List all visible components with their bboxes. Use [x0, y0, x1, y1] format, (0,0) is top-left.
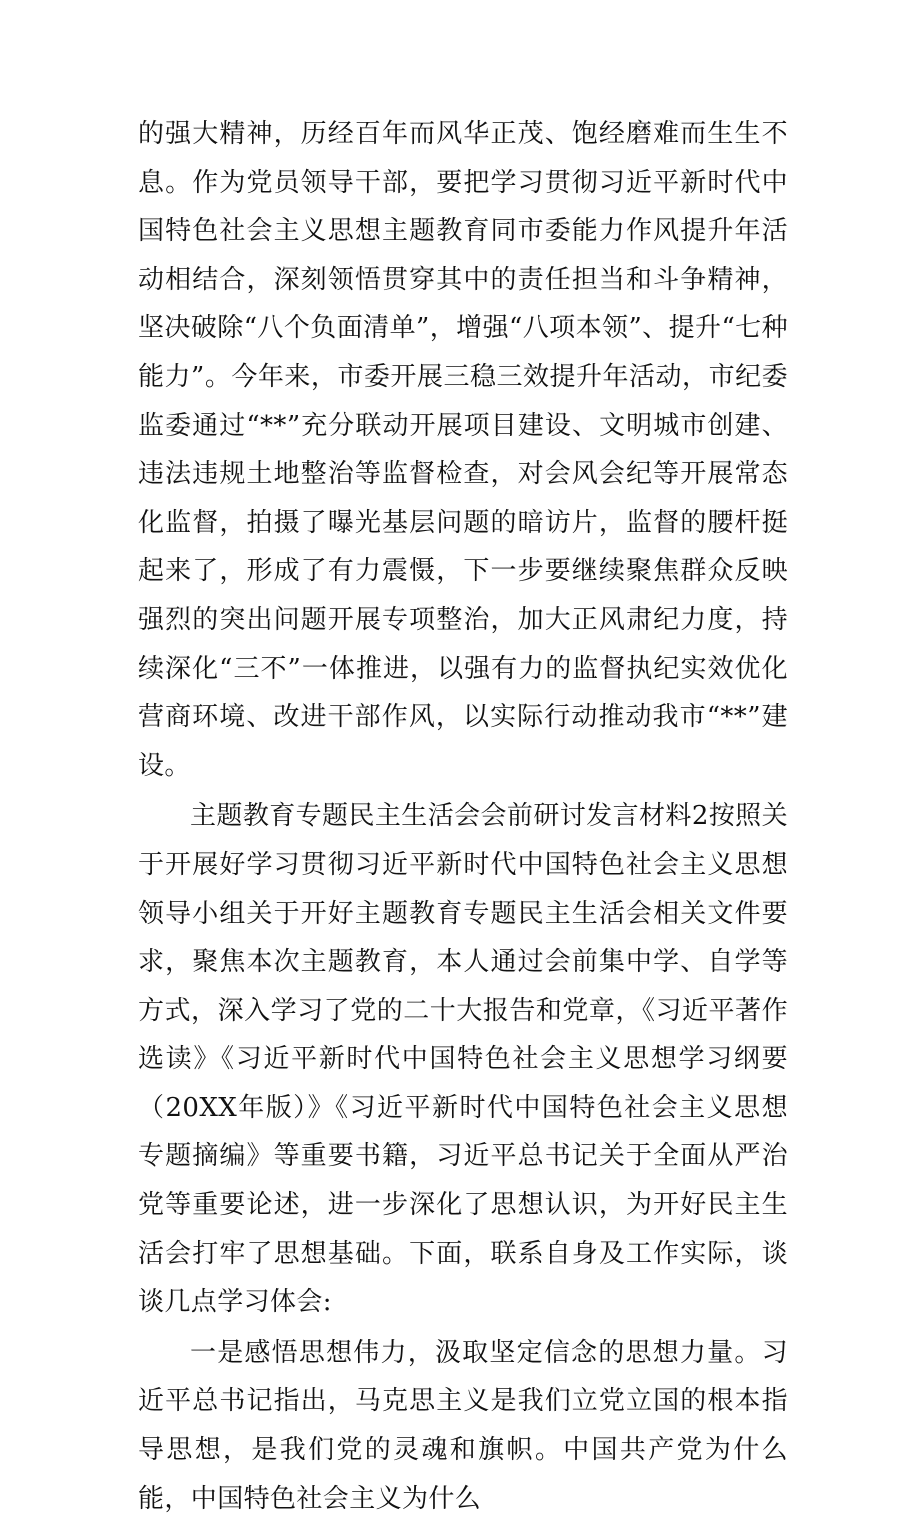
paragraph-material-2: 主题教育专题民主生活会会前研讨发言材料2按照关于开展好学习贯彻习近平新时代中国特色社会主义思想领导小组关于开好主题教育专题民主生活会相关文件要求，聚焦本次主题教育，本人通过会前集中学、自学等方式，深入学习了党的二十大报告和党章，《习近平著作选读》《习近平新时代中国特色社会主义思想学习纲要（20XX年版）》《习近平新时代中国特色社会主义思想专题摘编》等重要书籍，习近平总书记关于全面从严治党等重要论述，进一步深化了思想认识，为开好民主生活会打牢了思想基础。下面，联系自身及工作实际，谈谈几点学习体会: [138, 801, 788, 1318]
paragraph-continuation: 的强大精神，历经百年而风华正茂、饱经磨难而生生不息。作为党员领导干部，要把学习贯彻习近平新时代中国特色社会主义思想主题教育同市委能力作风提升年活动相结合，深刻领悟贯穿其中的责任担当和斗争精神，坚决破除“八个负面清单”，增强“八项本领”、提升“七种能力”。今年来，市委开展三稳三效提升年活动，市纪委监委通过“**”充分联动开展项目建设、文明城市创建、违法违规土地整治等监督检查，对会风会纪等开展常态化监督，拍摄了曝光基层问题的暗访片，监督的腰杆挺起来了，形成了有力震慑，下一步要继续聚焦群众反映强烈的突出问题开展专项整治，加大正风肃纪力度，持续深化“三不”一体推进，以强有力的监督执纪实效优化营商环境、改进干部作风，以实际行动推动我市“**”建设。 [138, 119, 788, 781]
paragraph-point-one: 一是感悟思想伟力，汲取坚定信念的思想力量。习近平总书记指出，马克思主义是我们立党立国的根本指导思想，是我们党的灵魂和旗帜。中国共产党为什么能，中国特色社会主义为什么 [138, 1337, 788, 1514]
document-page [138, 110, 788, 1523]
